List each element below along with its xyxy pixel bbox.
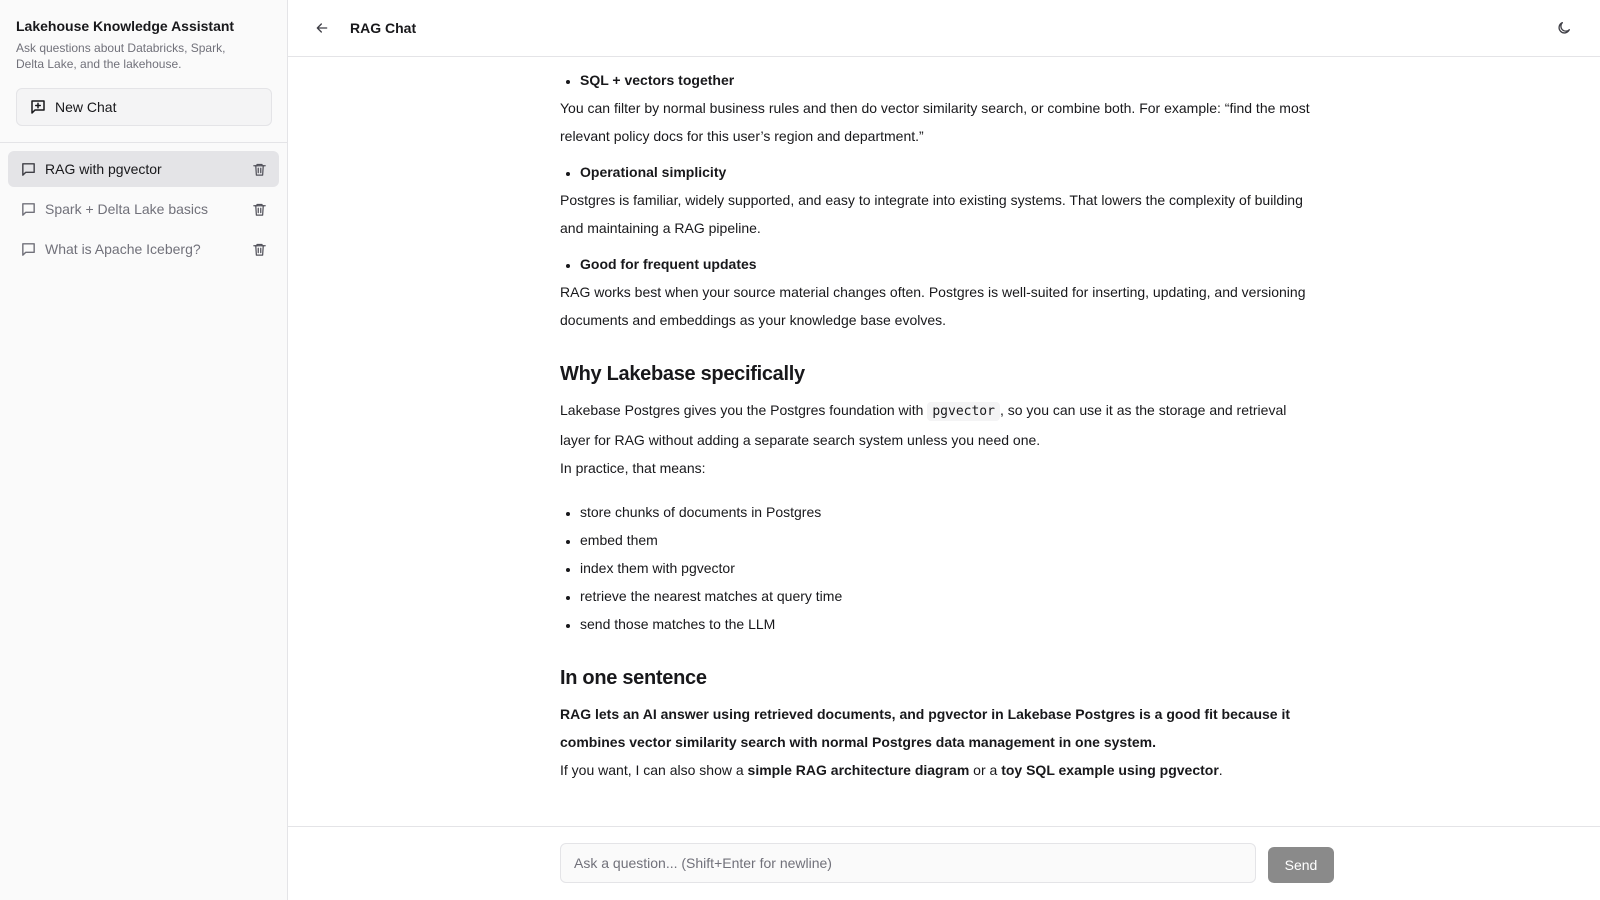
section-heading: In one sentence <box>560 667 707 689</box>
trash-icon[interactable] <box>252 162 267 177</box>
message-plus-icon <box>29 98 47 116</box>
trash-icon[interactable] <box>252 242 267 257</box>
benefit-list <box>560 250 1320 278</box>
back-button[interactable] <box>312 18 332 38</box>
list-item: • send those matches to the LLM <box>580 610 1320 638</box>
composer <box>288 826 1600 900</box>
conversation-item[interactable] <box>8 191 279 227</box>
paragraph <box>560 396 1320 454</box>
list-item: • index them with pgvector <box>580 554 1320 582</box>
benefit-list <box>560 66 1320 94</box>
send-button[interactable]: Send <box>1268 847 1334 883</box>
message-input[interactable] <box>560 843 1256 883</box>
list-item: • embed them <box>580 526 1320 554</box>
new-chat-label: New Chat <box>55 99 117 115</box>
list-item: • Operational simplicity <box>580 158 1320 186</box>
conversation-item[interactable] <box>8 231 279 267</box>
chat-main <box>288 0 1600 900</box>
moon-icon <box>1556 20 1572 36</box>
text-run: . <box>1218 762 1223 778</box>
app-title: Lakehouse Knowledge Assistant <box>16 18 235 34</box>
message-square-icon <box>20 161 37 178</box>
sidebar-header <box>0 0 287 143</box>
conversation-label: Spark + Delta Lake basics <box>45 201 209 217</box>
conversation-label: RAG with pgvector <box>45 161 162 177</box>
text-run: Lakebase Postgres gives you the Postgres foundation with <box>560 402 928 418</box>
conversation-item[interactable] <box>8 151 279 187</box>
list-item: • store chunks of documents in Postgres <box>580 498 1320 526</box>
text-run-bold: toy SQL example using pgvector <box>1001 762 1219 778</box>
sidebar <box>0 0 288 900</box>
benefit-list <box>560 158 1320 186</box>
practice-list <box>560 498 1320 638</box>
new-chat-button[interactable] <box>16 88 272 126</box>
paragraph: You can filter by normal business rules and then do vector similarity search, or combine both. For example: “find the most relevant policy docs for this user’s region and department.” <box>560 100 1310 144</box>
text-run: , so you can use it as the storage and retrieval layer for RAG without adding a separate search system unless you need one. <box>560 402 1287 448</box>
arrow-left-icon <box>314 20 330 36</box>
paragraph: In practice, that means: <box>560 460 706 476</box>
paragraph <box>560 756 1320 784</box>
theme-toggle-button[interactable] <box>1552 16 1576 40</box>
list-item: • SQL + vectors together <box>580 66 1320 94</box>
message-square-icon <box>20 201 37 218</box>
app-subtitle: Ask questions about Databricks, Spark, Delta Lake, and the lakehouse. <box>16 41 226 71</box>
message-square-icon <box>20 241 37 258</box>
summary-paragraph: RAG lets an AI answer using retrieved documents, and pgvector in Lakebase Postgres is a good fit because it combines vector similarity search with normal Postgres data management in one system. <box>560 706 1291 750</box>
text-run: or a <box>969 762 1002 778</box>
paragraph: RAG works best when your source material changes often. Postgres is well-suited for inserting, updating, and versioning documents and embeddings as your knowledge base evolves. <box>560 284 1306 328</box>
conversation-label: What is Apache Iceberg? <box>45 241 201 257</box>
text-run: If you want, I can also show a <box>560 762 748 778</box>
inline-code: pgvector <box>927 402 1000 421</box>
paragraph: Postgres is familiar, widely supported, and easy to integrate into existing systems. That lowers the complexity of building and maintaining a RAG pipeline. <box>560 192 1303 236</box>
message-scroll-area[interactable] <box>288 57 1600 826</box>
chat-header <box>288 0 1600 57</box>
conversation-list <box>0 143 287 279</box>
list-item: • retrieve the nearest matches at query time <box>580 582 1320 610</box>
text-run-bold: simple RAG architecture diagram <box>747 762 970 778</box>
trash-icon[interactable] <box>252 202 267 217</box>
assistant-message <box>560 66 1320 784</box>
list-item: • Good for frequent updates <box>580 250 1320 278</box>
section-heading: Why Lakebase specifically <box>560 363 805 385</box>
chat-title: RAG Chat <box>350 20 417 36</box>
